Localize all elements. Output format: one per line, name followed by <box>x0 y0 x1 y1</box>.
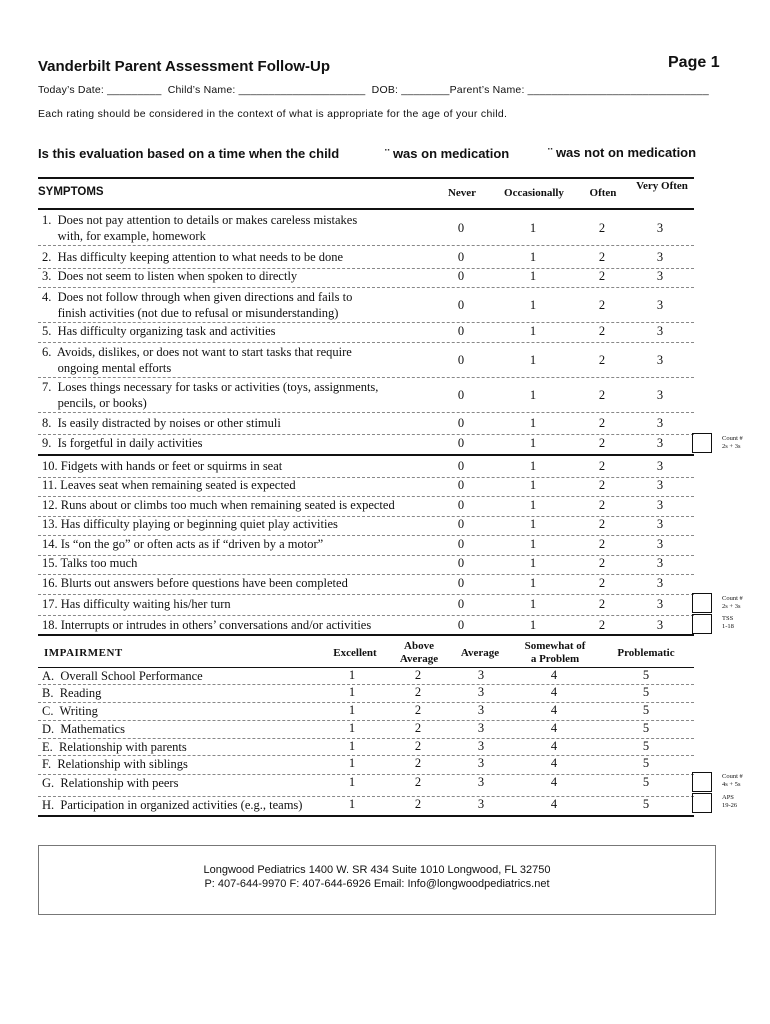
impairment-score-option[interactable]: 5 <box>642 721 650 735</box>
total-symptom-score-box[interactable] <box>692 614 712 634</box>
impairment-score-option[interactable]: 2 <box>414 775 422 789</box>
symptom-item-text: 6. Avoids, dislikes, or does not want to start tasks that require ongoing mental efforts <box>42 345 352 375</box>
impairment-item-text: G. Relationship with peers <box>42 776 179 790</box>
symptom-score-option[interactable]: 1 <box>529 459 537 473</box>
impairment-score-option[interactable]: 4 <box>550 797 558 811</box>
impairment-score-option[interactable]: 1 <box>348 797 356 811</box>
symptom-item-text: 16. Blurts out answers before questions have been completed <box>42 576 348 590</box>
symptoms-header: SYMPTOMS <box>38 186 104 198</box>
symptom-score-option[interactable]: 0 <box>457 436 465 450</box>
impairment-score-option[interactable]: 4 <box>550 721 558 735</box>
symptom-score-option[interactable]: 0 <box>457 298 465 312</box>
row-separator <box>38 245 694 246</box>
row-separator <box>38 594 694 595</box>
count-hyperactivity-note: Count # 2s + 3s <box>722 595 743 610</box>
impairment-score-option[interactable]: 3 <box>477 739 485 753</box>
symptom-score-option[interactable]: 1 <box>529 353 537 367</box>
col-problematic: Problematic <box>617 647 675 659</box>
symptom-score-option[interactable]: 1 <box>529 478 537 492</box>
symptom-score-option[interactable]: 3 <box>656 416 664 430</box>
symptom-item-text: 9. Is forgetful in daily activities <box>42 436 203 450</box>
impairment-item-text: H. Participation in organized activities (e.g., teams) <box>42 798 303 812</box>
impairment-score-option[interactable]: 4 <box>550 775 558 789</box>
symptom-score-option[interactable]: 3 <box>656 388 664 402</box>
symptom-item-text: 1. Does not pay attention to details or makes careless mistakes with, for example, homework <box>42 213 358 243</box>
not-on-medication-option[interactable]: ¨ was not on medication <box>548 145 697 160</box>
symptom-score-option[interactable]: 0 <box>457 324 465 338</box>
impairment-score-option[interactable]: 3 <box>477 668 485 682</box>
symptom-score-option[interactable]: 3 <box>656 353 664 367</box>
footer-address: Longwood Pediatrics 1400 W. SR 434 Suite 1010 Longwood, FL 32750 <box>203 864 551 876</box>
symptom-score-option[interactable]: 1 <box>529 324 537 338</box>
symptom-item-text: 7. Loses things necessary for tasks or activities (toys, assignments, pencils, or books) <box>42 380 379 410</box>
symptom-item-text: 2. Has difficulty keeping attention to what needs to be done <box>42 250 344 264</box>
symptom-score-option[interactable]: 0 <box>457 618 465 632</box>
impairment-score-option[interactable]: 4 <box>550 739 558 753</box>
symptom-score-option[interactable]: 0 <box>457 353 465 367</box>
symptom-score-option[interactable]: 0 <box>457 498 465 512</box>
on-medication-option[interactable]: ¨ was on medication <box>385 146 510 161</box>
form-title: Vanderbilt Parent Assessment Follow-Up <box>38 58 331 75</box>
symptom-score-option[interactable]: 1 <box>529 517 537 531</box>
impairment-score-option[interactable]: 3 <box>477 797 485 811</box>
symptom-score-option[interactable]: 1 <box>529 576 537 590</box>
child-info-line: Today’s Date: _________ Child’s Name: _____________________ DOB: ________Parent’s Name: ______________________________ <box>38 84 709 96</box>
symptom-score-option[interactable]: 0 <box>457 478 465 492</box>
impairment-item-text: A. Overall School Performance <box>42 669 203 683</box>
symptom-item-text: 11. Leaves seat when remaining seated is expected <box>42 478 296 492</box>
impairment-score-option[interactable]: 2 <box>414 703 422 717</box>
symptom-score-option[interactable]: 3 <box>656 618 664 632</box>
symptom-score-option[interactable]: 1 <box>529 416 537 430</box>
symptom-score-option[interactable]: 3 <box>656 269 664 283</box>
impairment-header: IMPAIRMENT <box>44 647 123 659</box>
row-separator <box>38 615 694 616</box>
count-inattention-box[interactable] <box>692 433 712 453</box>
symptoms-divider <box>38 454 694 456</box>
symptom-item-text: 18. Interrupts or intrudes in others’ conversations and/or activities <box>42 618 372 632</box>
symptom-item-text: 10. Fidgets with hands or feet or squirms in seat <box>42 459 283 473</box>
symptom-item-text: 13. Has difficulty playing or beginning quiet play activities <box>42 517 338 531</box>
symptom-score-option[interactable]: 2 <box>598 597 606 611</box>
symptom-score-option[interactable]: 2 <box>598 459 606 473</box>
symptom-item-text: 17. Has difficulty waiting his/her turn <box>42 597 231 611</box>
symptom-score-option[interactable]: 3 <box>656 478 664 492</box>
symptom-score-option[interactable]: 2 <box>598 388 606 402</box>
performance-score-note: APS 19-26 <box>722 794 738 809</box>
symptom-item-text: 8. Is easily distracted by noises or other stimuli <box>42 416 281 430</box>
symptom-item-text: 3. Does not seem to listen when spoken to directly <box>42 269 298 283</box>
symptom-score-option[interactable]: 3 <box>656 597 664 611</box>
symptom-score-option[interactable]: 3 <box>656 250 664 264</box>
impairment-score-option[interactable]: 2 <box>414 739 422 753</box>
row-separator <box>38 412 694 413</box>
symptom-score-option[interactable]: 3 <box>656 556 664 570</box>
impairment-score-option[interactable]: 4 <box>550 703 558 717</box>
impairment-score-option[interactable]: 5 <box>642 685 650 699</box>
impairment-score-option[interactable]: 4 <box>550 685 558 699</box>
symptom-score-option[interactable]: 2 <box>598 618 606 632</box>
symptom-score-option[interactable]: 2 <box>598 478 606 492</box>
col-often: Often <box>589 187 617 199</box>
impairment-score-option[interactable]: 5 <box>642 703 650 717</box>
col-occasionally: Occasionally <box>504 187 564 199</box>
symptom-item-text: 5. Has difficulty organizing task and activities <box>42 324 276 338</box>
symptom-score-option[interactable]: 2 <box>598 498 606 512</box>
impairment-score-option[interactable]: 1 <box>348 739 356 753</box>
symptom-score-option[interactable]: 3 <box>656 298 664 312</box>
impairment-score-option[interactable]: 5 <box>642 756 650 770</box>
symptom-score-option[interactable]: 1 <box>529 556 537 570</box>
symptom-score-option[interactable]: 2 <box>598 576 606 590</box>
count-performance-box[interactable] <box>692 772 712 792</box>
symptom-score-option[interactable]: 1 <box>529 269 537 283</box>
symptom-score-option[interactable]: 3 <box>656 221 664 235</box>
col-very-often: Very Often <box>636 180 688 192</box>
symptom-score-option[interactable]: 3 <box>656 436 664 450</box>
symptom-item-text: 4. Does not follow through when given directions and fails to finish activities (not due to refusal or misunderstanding) <box>42 290 353 320</box>
impairment-score-option[interactable]: 4 <box>550 668 558 682</box>
rating-instructions: Each rating should be considered in the context of what is appropriate for the age of your child. <box>38 108 508 120</box>
symptom-score-option[interactable]: 2 <box>598 556 606 570</box>
symptom-score-option[interactable]: 3 <box>656 324 664 338</box>
impairment-score-option[interactable]: 5 <box>642 775 650 789</box>
impairment-score-option[interactable]: 2 <box>414 685 422 699</box>
performance-score-box[interactable] <box>692 793 712 813</box>
impairment-item-text: F. Relationship with siblings <box>42 757 188 771</box>
impairment-score-option[interactable]: 3 <box>477 685 485 699</box>
impairment-score-option[interactable]: 3 <box>477 756 485 770</box>
symptom-score-option[interactable]: 1 <box>529 250 537 264</box>
symptom-score-option[interactable]: 3 <box>656 498 664 512</box>
symptom-score-option[interactable]: 2 <box>598 269 606 283</box>
symptom-score-option[interactable]: 0 <box>457 416 465 430</box>
symptom-score-option[interactable]: 1 <box>529 298 537 312</box>
impairment-score-option[interactable]: 5 <box>642 797 650 811</box>
symptom-score-option[interactable]: 0 <box>457 388 465 402</box>
impairment-score-option[interactable]: 5 <box>642 739 650 753</box>
row-separator <box>38 342 694 343</box>
impairment-score-option[interactable]: 1 <box>348 756 356 770</box>
symptom-score-option[interactable]: 3 <box>656 576 664 590</box>
symptoms-header-rule <box>38 208 694 210</box>
count-hyperactivity-box[interactable] <box>692 593 712 613</box>
symptom-score-option[interactable]: 2 <box>598 324 606 338</box>
symptom-score-option[interactable]: 0 <box>457 250 465 264</box>
col-average: Average <box>460 647 500 659</box>
symptom-score-option[interactable]: 0 <box>457 597 465 611</box>
symptom-score-option[interactable]: 0 <box>457 517 465 531</box>
symptom-item-text: 15. Talks too much <box>42 556 138 570</box>
total-symptom-score-note: TSS 1-18 <box>722 615 734 630</box>
col-excellent: Excellent <box>333 647 377 659</box>
symptoms-top-rule <box>38 177 694 179</box>
symptom-score-option[interactable]: 3 <box>656 537 664 551</box>
impairment-item-text: E. Relationship with parents <box>42 740 187 754</box>
symptom-score-option[interactable]: 1 <box>529 498 537 512</box>
symptom-score-option[interactable]: 0 <box>457 459 465 473</box>
footer-contact: P: 407-644-9970 F: 407-644-6926 Email: Info@longwoodpediatrics.net <box>204 878 550 890</box>
impairment-item-text: C. Writing <box>42 704 98 718</box>
symptom-score-option[interactable]: 0 <box>457 221 465 235</box>
impairment-score-option[interactable]: 2 <box>414 797 422 811</box>
impairment-score-option[interactable]: 2 <box>414 721 422 735</box>
symptom-score-option[interactable]: 0 <box>457 556 465 570</box>
symptom-score-option[interactable]: 1 <box>529 537 537 551</box>
impairment-score-option[interactable]: 1 <box>348 668 356 682</box>
symptom-score-option[interactable]: 0 <box>457 269 465 283</box>
impairment-item-text: B. Reading <box>42 686 102 700</box>
impairment-score-option[interactable]: 1 <box>348 703 356 717</box>
symptom-score-option[interactable]: 0 <box>457 576 465 590</box>
symptom-score-option[interactable]: 1 <box>529 436 537 450</box>
impairment-item-text: D. Mathematics <box>42 722 125 736</box>
symptom-item-text: 14. Is “on the go” or often acts as if “driven by a motor” <box>42 537 324 551</box>
impairment-score-option[interactable]: 3 <box>477 775 485 789</box>
symptom-item-text: 12. Runs about or climbs too much when remaining seated is expected <box>42 498 395 512</box>
col-above-average: Above Average <box>399 640 439 665</box>
col-somewhat-problem: Somewhat of a Problem <box>524 640 586 665</box>
symptom-score-option[interactable]: 1 <box>529 618 537 632</box>
symptom-score-option[interactable]: 2 <box>598 436 606 450</box>
impairment-score-option[interactable]: 4 <box>550 756 558 770</box>
symptom-score-option[interactable]: 2 <box>598 416 606 430</box>
symptom-score-option[interactable]: 2 <box>598 250 606 264</box>
count-inattention-note: Count # 2s + 3s <box>722 435 743 450</box>
impairment-score-option[interactable]: 2 <box>414 756 422 770</box>
impairment-score-option[interactable]: 1 <box>348 721 356 735</box>
count-performance-note: Count # 4s + 5s <box>722 773 743 788</box>
impairment-score-option[interactable]: 1 <box>348 685 356 699</box>
symptom-score-option[interactable]: 2 <box>598 517 606 531</box>
impairment-score-option[interactable]: 5 <box>642 668 650 682</box>
symptom-score-option[interactable]: 2 <box>598 353 606 367</box>
symptom-score-option[interactable]: 2 <box>598 221 606 235</box>
impairment-score-option[interactable]: 3 <box>477 703 485 717</box>
symptom-score-option[interactable]: 2 <box>598 298 606 312</box>
row-separator <box>38 377 694 378</box>
impairment-score-option[interactable]: 1 <box>348 775 356 789</box>
impairment-score-option[interactable]: 3 <box>477 721 485 735</box>
symptom-score-option[interactable]: 2 <box>598 537 606 551</box>
impairment-bottom-rule <box>38 815 694 817</box>
symptom-score-option[interactable]: 1 <box>529 597 537 611</box>
symptom-score-option[interactable]: 0 <box>457 537 465 551</box>
col-never: Never <box>447 187 477 199</box>
row-separator <box>38 287 694 288</box>
page-number: Page 1 <box>668 54 720 71</box>
symptom-score-option[interactable]: 3 <box>656 517 664 531</box>
symptom-score-option[interactable]: 3 <box>656 459 664 473</box>
evaluation-question: Is this evaluation based on a time when the child <box>38 146 340 161</box>
impairment-top-rule <box>38 634 694 636</box>
impairment-score-option[interactable]: 2 <box>414 668 422 682</box>
symptom-score-option[interactable]: 1 <box>529 221 537 235</box>
symptom-score-option[interactable]: 1 <box>529 388 537 402</box>
